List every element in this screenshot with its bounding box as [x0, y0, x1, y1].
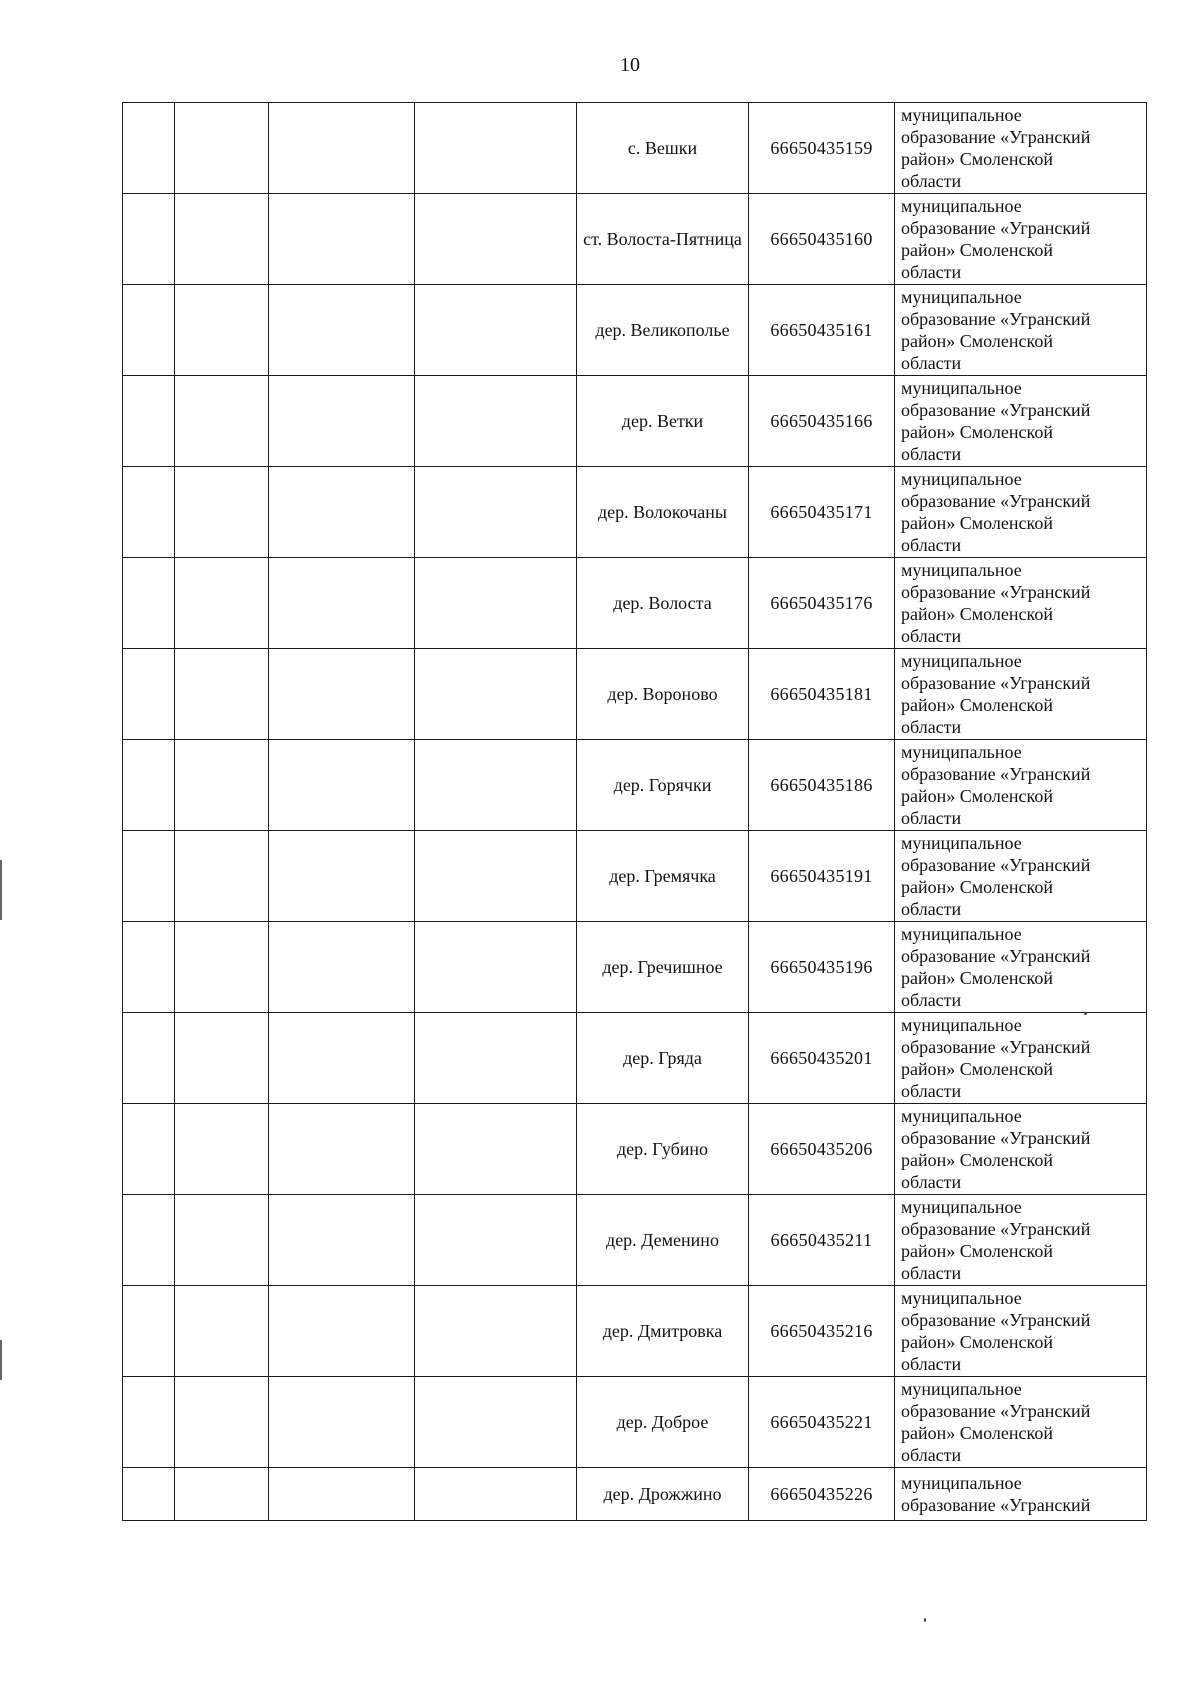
municipality-line: муниципальное [901, 196, 1022, 216]
empty-cell [415, 103, 577, 194]
municipality-line: образование «Угранский [901, 1037, 1091, 1057]
empty-cell [175, 1468, 269, 1521]
municipality-line: район» Смоленской [901, 422, 1053, 442]
oktmo-code-cell: 66650435206 [749, 1104, 895, 1195]
municipality-line: муниципальное [901, 105, 1022, 125]
table-row [123, 649, 1147, 740]
settlement-name-cell: дер. Горячки [577, 740, 749, 831]
municipality-cell [895, 467, 1147, 558]
empty-cell [415, 831, 577, 922]
municipality-line: области [901, 1354, 962, 1374]
municipality-line: район» Смоленской [901, 695, 1053, 715]
settlement-name-cell: дер. Гречишное [577, 922, 749, 1013]
municipality-cell [895, 1286, 1147, 1377]
empty-cell [415, 376, 577, 467]
oktmo-code-cell: 66650435226 [749, 1468, 895, 1521]
empty-cell [175, 103, 269, 194]
municipality-cell [895, 1377, 1147, 1468]
municipality-line: образование «Угранский [901, 582, 1091, 602]
municipality-line: муниципальное [901, 833, 1022, 853]
empty-cell [269, 467, 415, 558]
empty-cell [415, 467, 577, 558]
empty-cell [175, 1286, 269, 1377]
municipality-line: области [901, 1445, 962, 1465]
table-row [123, 103, 1147, 194]
empty-cell [269, 558, 415, 649]
settlement-name-cell: ст. Волоста-Пятница [577, 194, 749, 285]
municipality-line: образование «Угранский [901, 309, 1091, 329]
empty-cell [269, 194, 415, 285]
settlement-name-cell: с. Вешки [577, 103, 749, 194]
municipality-cell [895, 1013, 1147, 1104]
oktmo-code-cell: 66650435221 [749, 1377, 895, 1468]
table-row [123, 1468, 1147, 1521]
municipality-line: район» Смоленской [901, 1059, 1053, 1079]
empty-cell [123, 649, 175, 740]
municipality-line: области [901, 353, 962, 373]
municipality-cell [895, 376, 1147, 467]
settlement-name-cell: дер. Вороново [577, 649, 749, 740]
empty-cell [415, 740, 577, 831]
empty-cell [415, 558, 577, 649]
empty-cell [123, 1195, 175, 1286]
empty-cell [415, 1013, 577, 1104]
oktmo-code-cell: 66650435181 [749, 649, 895, 740]
empty-cell [123, 103, 175, 194]
settlement-name-cell: дер. Доброе [577, 1377, 749, 1468]
empty-cell [123, 376, 175, 467]
scan-speck [924, 1618, 926, 1622]
empty-cell [269, 1195, 415, 1286]
empty-cell [123, 285, 175, 376]
municipality-line: муниципальное [901, 742, 1022, 762]
municipality-line: образование «Угранский [901, 218, 1091, 238]
table-row [123, 1286, 1147, 1377]
municipality-line: район» Смоленской [901, 149, 1053, 169]
empty-cell [415, 285, 577, 376]
empty-cell [175, 467, 269, 558]
empty-cell [175, 649, 269, 740]
municipality-line: области [901, 717, 962, 737]
table-row [123, 1377, 1147, 1468]
oktmo-code-cell: 66650435211 [749, 1195, 895, 1286]
municipality-line: район» Смоленской [901, 1423, 1053, 1443]
empty-cell [269, 103, 415, 194]
municipality-line: образование «Угранский [901, 673, 1091, 693]
empty-cell [415, 649, 577, 740]
municipality-line: муниципальное [901, 287, 1022, 307]
empty-cell [415, 1286, 577, 1377]
table-row [123, 467, 1147, 558]
empty-cell [269, 1013, 415, 1104]
municipality-line: области [901, 990, 962, 1010]
municipality-line: области [901, 171, 962, 191]
municipality-cell [895, 831, 1147, 922]
settlement-name-cell: дер. Деменино [577, 1195, 749, 1286]
municipality-line: образование «Угранский [901, 491, 1091, 511]
municipality-line: образование «Угранский [901, 127, 1091, 147]
municipality-line: район» Смоленской [901, 604, 1053, 624]
municipality-line: образование «Угранский [901, 400, 1091, 420]
settlement-name-cell: дер. Волоста [577, 558, 749, 649]
municipality-line: район» Смоленской [901, 1241, 1053, 1261]
settlement-name-cell: дер. Гремячка [577, 831, 749, 922]
settlement-name-cell: дер. Ветки [577, 376, 749, 467]
empty-cell [269, 1377, 415, 1468]
municipality-line: район» Смоленской [901, 513, 1053, 533]
empty-cell [175, 831, 269, 922]
registry-table [122, 102, 1147, 1521]
municipality-line: образование «Угранский [901, 764, 1091, 784]
municipality-line: район» Смоленской [901, 1150, 1053, 1170]
empty-cell [175, 1104, 269, 1195]
oktmo-code-cell: 66650435171 [749, 467, 895, 558]
municipality-line: район» Смоленской [901, 1332, 1053, 1352]
oktmo-code-cell: 66650435201 [749, 1013, 895, 1104]
table-row [123, 740, 1147, 831]
municipality-line: области [901, 1172, 962, 1192]
empty-cell [415, 1377, 577, 1468]
municipality-line: муниципальное [901, 469, 1022, 489]
empty-cell [123, 467, 175, 558]
settlement-name-cell: дер. Великополье [577, 285, 749, 376]
empty-cell [123, 1468, 175, 1521]
empty-cell [175, 1013, 269, 1104]
settlement-name-cell: дер. Дмитровка [577, 1286, 749, 1377]
empty-cell [175, 1377, 269, 1468]
municipality-line: образование «Угранский [901, 1310, 1091, 1330]
table-row [123, 558, 1147, 649]
municipality-line: муниципальное [901, 378, 1022, 398]
empty-cell [415, 1104, 577, 1195]
empty-cell [175, 194, 269, 285]
scan-edge-mark [0, 860, 2, 920]
oktmo-code-cell: 66650435191 [749, 831, 895, 922]
municipality-cell [895, 558, 1147, 649]
oktmo-code-cell: 66650435160 [749, 194, 895, 285]
oktmo-code-cell: 66650435216 [749, 1286, 895, 1377]
municipality-line: район» Смоленской [901, 240, 1053, 260]
empty-cell [415, 1195, 577, 1286]
empty-cell [269, 1104, 415, 1195]
municipality-line: район» Смоленской [901, 786, 1053, 806]
municipality-line: муниципальное [901, 1473, 1022, 1493]
municipality-cell [895, 103, 1147, 194]
empty-cell [415, 1468, 577, 1521]
municipality-line: образование «Угранский [901, 1401, 1091, 1421]
empty-cell [123, 1286, 175, 1377]
municipality-cell [895, 1195, 1147, 1286]
municipality-line: области [901, 626, 962, 646]
municipality-line: образование «Угранский [901, 855, 1091, 875]
municipality-line: образование «Угранский [901, 1495, 1091, 1515]
settlement-name-cell: дер. Губино [577, 1104, 749, 1195]
empty-cell [175, 285, 269, 376]
oktmo-code-cell: 66650435159 [749, 103, 895, 194]
scan-speck [1084, 1012, 1087, 1015]
oktmo-code-cell: 66650435176 [749, 558, 895, 649]
empty-cell [123, 1013, 175, 1104]
empty-cell [269, 1468, 415, 1521]
municipality-line: муниципальное [901, 651, 1022, 671]
municipality-line: образование «Угранский [901, 1128, 1091, 1148]
table-row [123, 194, 1147, 285]
empty-cell [269, 740, 415, 831]
municipality-line: образование «Угранский [901, 1219, 1091, 1239]
empty-cell [123, 1377, 175, 1468]
empty-cell [269, 831, 415, 922]
municipality-line: муниципальное [901, 924, 1022, 944]
empty-cell [123, 558, 175, 649]
municipality-line: муниципальное [901, 1379, 1022, 1399]
empty-cell [175, 376, 269, 467]
municipality-line: области [901, 535, 962, 555]
empty-cell [269, 376, 415, 467]
municipality-cell [895, 1104, 1147, 1195]
empty-cell [269, 285, 415, 376]
empty-cell [175, 1195, 269, 1286]
municipality-line: области [901, 1263, 962, 1283]
empty-cell [123, 922, 175, 1013]
municipality-cell [895, 649, 1147, 740]
empty-cell [269, 649, 415, 740]
empty-cell [269, 922, 415, 1013]
municipality-cell [895, 740, 1147, 831]
table-row [123, 831, 1147, 922]
municipality-line: образование «Угранский [901, 946, 1091, 966]
page-number: 10 [620, 54, 640, 76]
empty-cell [269, 1286, 415, 1377]
oktmo-code-cell: 66650435186 [749, 740, 895, 831]
table-row [123, 285, 1147, 376]
settlement-name-cell: дер. Дрожжино [577, 1468, 749, 1521]
municipality-line: муниципальное [901, 1015, 1022, 1035]
empty-cell [175, 558, 269, 649]
table-row [123, 1013, 1147, 1104]
settlement-name-cell: дер. Гряда [577, 1013, 749, 1104]
municipality-line: муниципальное [901, 1106, 1022, 1126]
oktmo-code-cell: 66650435166 [749, 376, 895, 467]
municipality-line: области [901, 444, 962, 464]
empty-cell [123, 831, 175, 922]
municipality-line: район» Смоленской [901, 968, 1053, 988]
municipality-cell [895, 285, 1147, 376]
settlement-name-cell: дер. Волокочаны [577, 467, 749, 558]
municipality-cell [895, 922, 1147, 1013]
empty-cell [123, 740, 175, 831]
oktmo-code-cell: 66650435196 [749, 922, 895, 1013]
empty-cell [415, 194, 577, 285]
table-row [123, 1195, 1147, 1286]
municipality-cell [895, 194, 1147, 285]
table-row [123, 1104, 1147, 1195]
municipality-line: район» Смоленской [901, 877, 1053, 897]
municipality-line: области [901, 899, 962, 919]
empty-cell [175, 740, 269, 831]
municipality-line: области [901, 1081, 962, 1101]
empty-cell [415, 922, 577, 1013]
empty-cell [123, 1104, 175, 1195]
municipality-line: муниципальное [901, 1288, 1022, 1308]
table-body [123, 103, 1147, 1521]
municipality-line: муниципальное [901, 1197, 1022, 1217]
scan-edge-mark [0, 1340, 2, 1380]
municipality-line: области [901, 808, 962, 828]
table-row [123, 376, 1147, 467]
empty-cell [123, 194, 175, 285]
municipality-line: муниципальное [901, 560, 1022, 580]
municipality-line: области [901, 262, 962, 282]
oktmo-code-cell: 66650435161 [749, 285, 895, 376]
empty-cell [175, 922, 269, 1013]
municipality-cell [895, 1468, 1147, 1521]
table-row [123, 922, 1147, 1013]
municipality-line: район» Смоленской [901, 331, 1053, 351]
